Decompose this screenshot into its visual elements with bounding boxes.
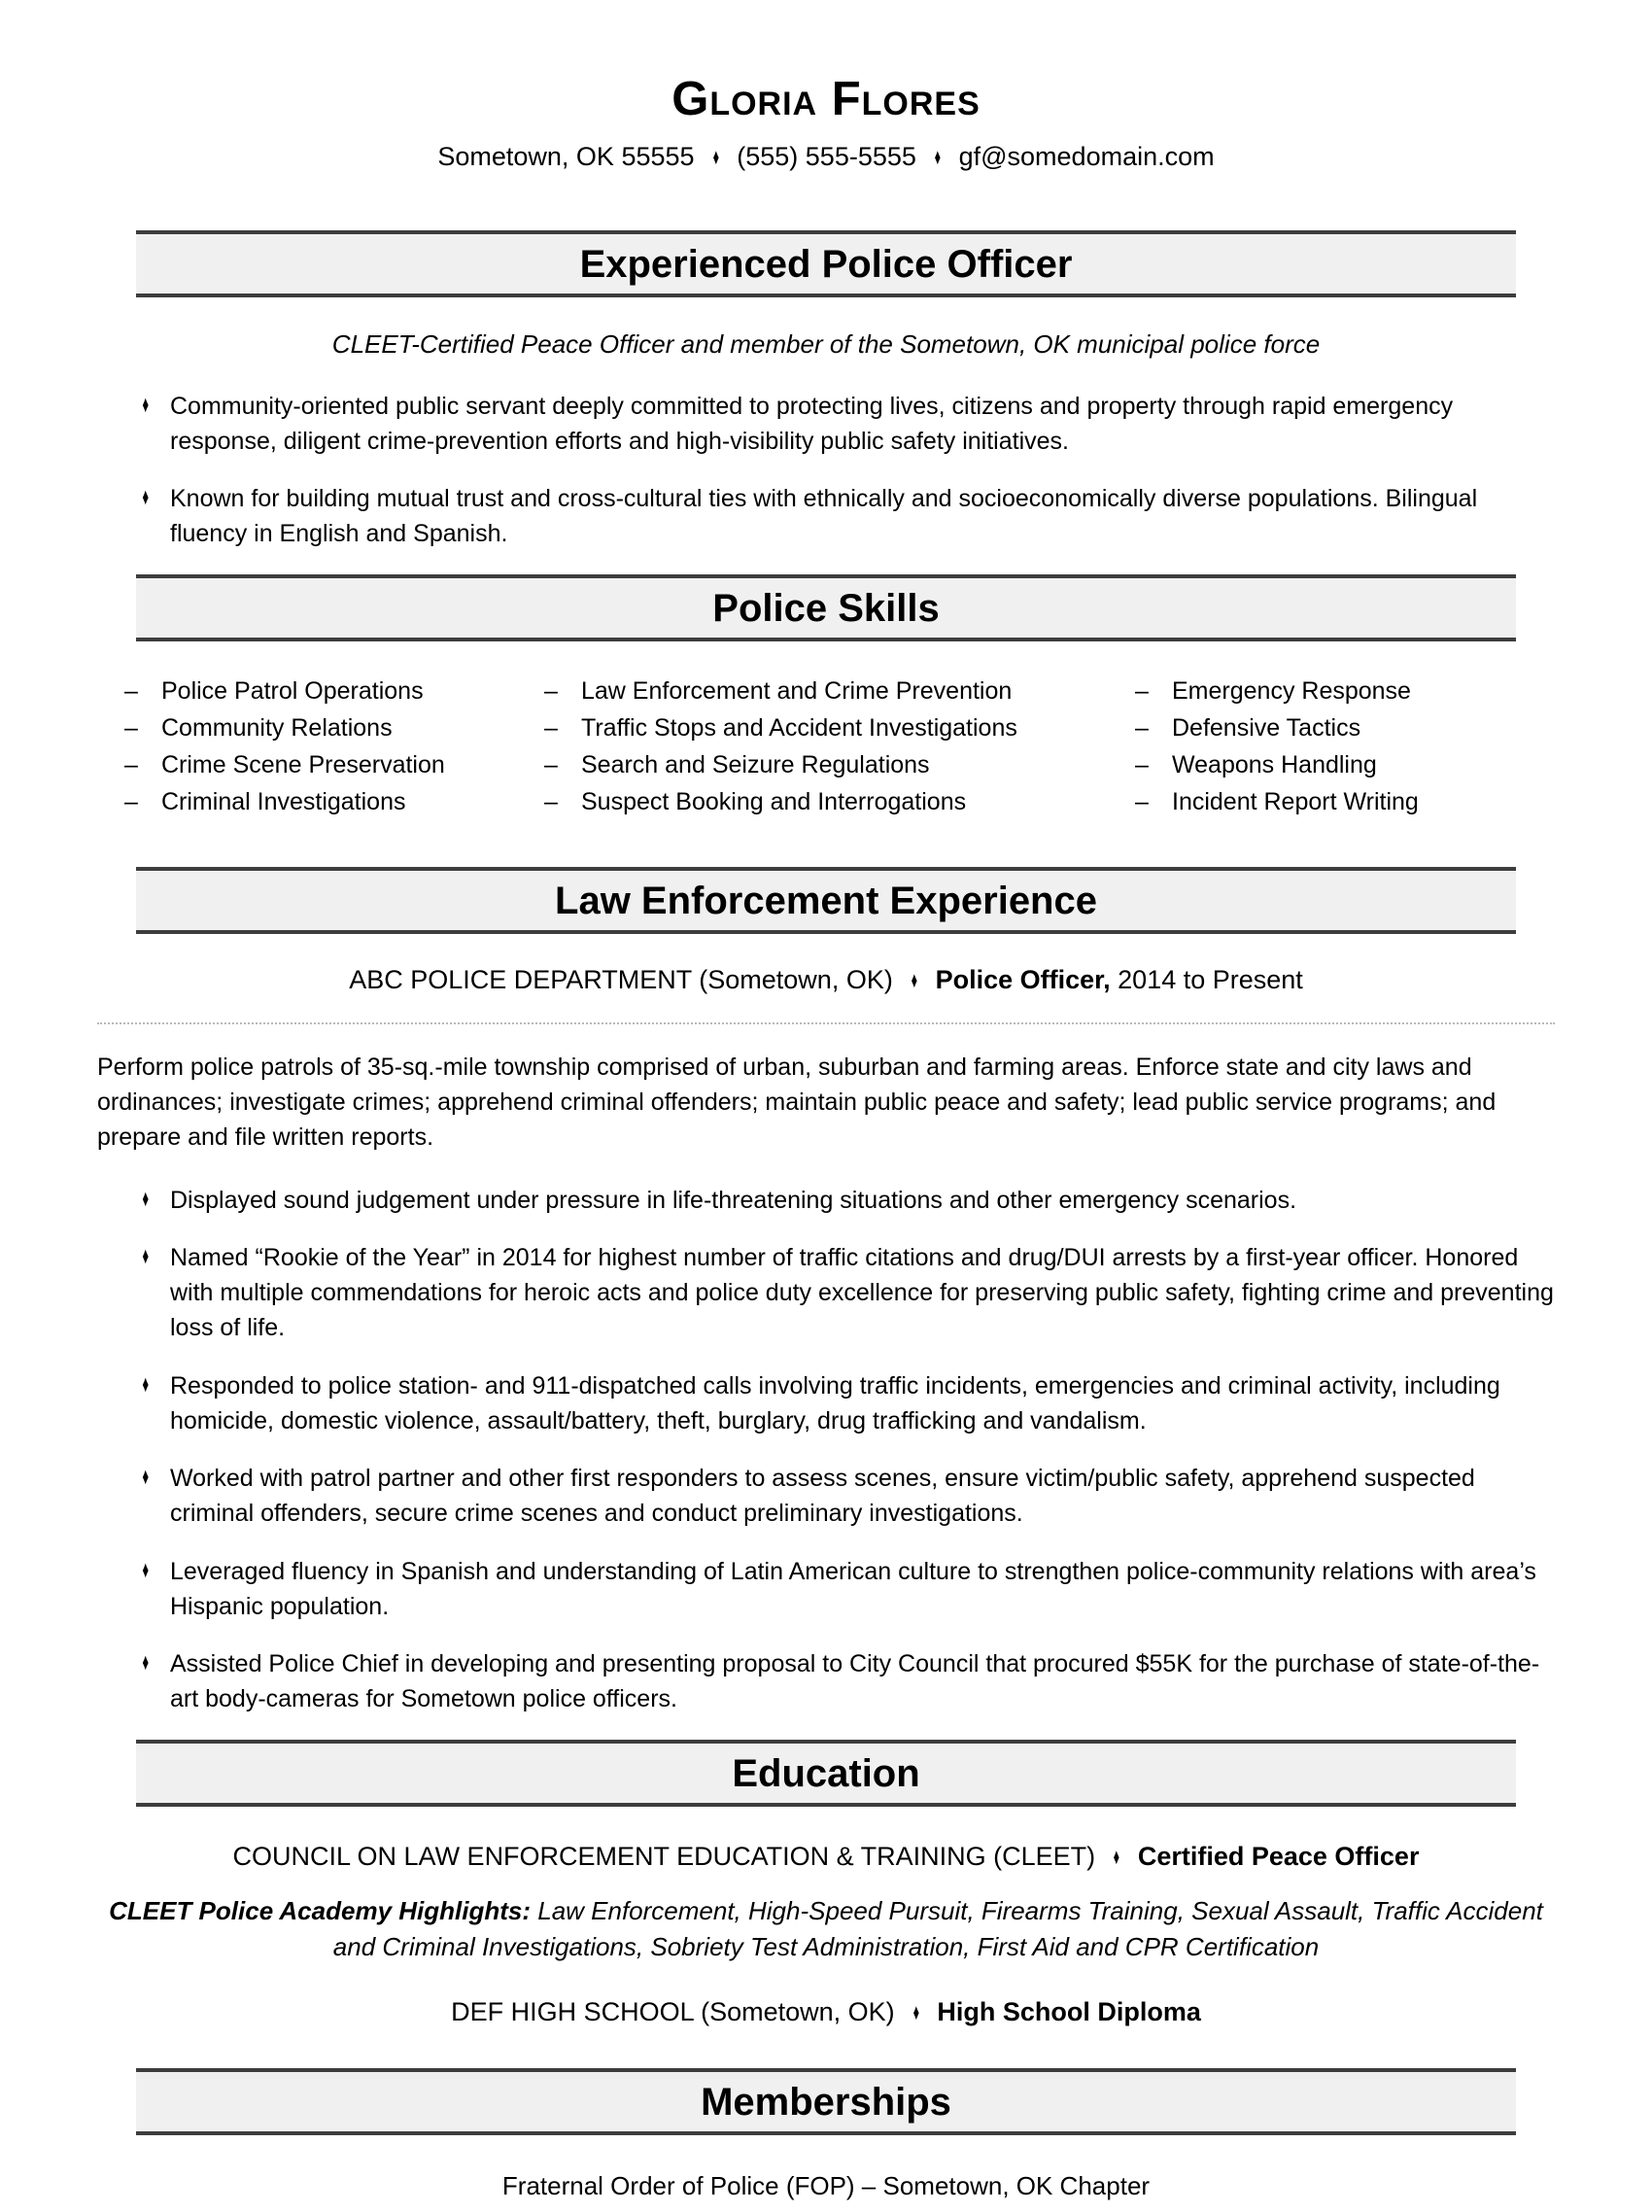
skill-item xyxy=(1135,676,1555,706)
dotted-divider xyxy=(97,1022,1555,1024)
diamond-bullet-icon: ♦ xyxy=(142,1370,150,1398)
skills-columns xyxy=(124,676,1555,824)
employer-name: ABC POLICE DEPARTMENT (Sometown, OK) xyxy=(349,964,893,994)
resume-page xyxy=(0,74,1652,2212)
education-highlights xyxy=(97,1893,1555,1966)
experience-bullet-text: Assisted Police Chief in developing and presenting proposal to City Council that procured $55K for the purchase of state-of-the-art body-cameras for Sometown police officers. xyxy=(170,1650,1540,1713)
skill-label: Police Patrol Operations xyxy=(161,676,424,705)
section-title: Law Enforcement Experience xyxy=(555,879,1097,922)
skill-item xyxy=(544,750,1135,779)
summary-bullet-text: Community-oriented public servant deeply committed to protecting lives, citizens and property through rapid emergency response, diligent crime-prevention efforts and high-visibility public safety initiatives. xyxy=(170,392,1454,455)
diamond-bullet-icon: ♦ xyxy=(142,391,150,418)
dash-bullet-icon: – xyxy=(1135,676,1149,705)
experience-bullet-text: Worked with patrol partner and other first responders to assess scenes, ensure victim/public safety, apprehend suspected criminal offenders, secure crime scenes and conduct preliminary investigations. xyxy=(170,1465,1475,1528)
dash-bullet-icon: – xyxy=(124,787,138,815)
job-dates: 2014 to Present xyxy=(1118,964,1303,994)
job-summary: Perform police patrols of 35-sq.-mile township comprised of urban, suburban and farming areas. Enforce state and city laws and ordinances; investigate crimes; apprehend criminal offenders; maintain public peace and safety; lead public service programs; and prepare and file written reports. xyxy=(97,1053,1497,1152)
diamond-bullet-icon: ♦ xyxy=(142,1242,150,1269)
contact-email: gf@somedomain.com xyxy=(958,141,1215,171)
skill-item xyxy=(1135,750,1555,779)
skill-label: Traffic Stops and Accident Investigations xyxy=(581,713,1017,742)
skill-item xyxy=(124,676,544,706)
membership-item: Fraternal Order of Police (FOP) – Sometown, OK Chapter xyxy=(501,2171,1151,2201)
section-header-skills xyxy=(136,574,1516,641)
education-institution: COUNCIL ON LAW ENFORCEMENT EDUCATION & TRAINING (CLEET) xyxy=(232,1841,1096,1871)
diamond-separator-icon: ♦ xyxy=(911,966,917,992)
skill-label: Search and Seizure Regulations xyxy=(581,750,930,778)
education-credential: High School Diploma xyxy=(937,1997,1201,2027)
skill-label: Defensive Tactics xyxy=(1172,713,1361,742)
skill-label: Law Enforcement and Crime Prevention xyxy=(581,676,1013,705)
dash-bullet-icon: – xyxy=(124,676,138,705)
highlights-text: Law Enforcement, High-Speed Pursuit, Firearms Training, Sexual Assault, Traffic Accident and Criminal Investigations, Sobriety Test Administration, First Aid and CPR Certification xyxy=(332,1895,1543,1962)
section-title: Police Skills xyxy=(712,586,940,630)
diamond-separator-icon: ♦ xyxy=(712,143,719,169)
dash-bullet-icon: – xyxy=(544,676,558,705)
contact-phone: (555) 555-5555 xyxy=(737,141,916,171)
contact-line xyxy=(97,138,1555,176)
experience-bullet-text: Named “Rookie of the Year” in 2014 for highest number of traffic citations and drug/DUI arrests by a first-year officer. Honored with multiple commendations for heroic acts and police duty excellence for preserving public safety, fighting crime and preventing loss of life. xyxy=(170,1243,1554,1342)
skill-label: Suspect Booking and Interrogations xyxy=(581,787,967,815)
experience-bullet-text: Leveraged fluency in Spanish and understanding of Latin American culture to strengthen police-community relations with area’s Hispanic population. xyxy=(170,1557,1536,1620)
section-header-education xyxy=(136,1740,1516,1807)
candidate-name: Gloria Flores xyxy=(671,73,981,125)
diamond-separator-icon: ♦ xyxy=(1113,1843,1120,1869)
experience-bullet xyxy=(134,1368,1555,1439)
education-entry-highschool xyxy=(97,1993,1555,2031)
skill-item xyxy=(124,787,544,816)
section-header-experience xyxy=(136,867,1516,934)
section-title: Memberships xyxy=(701,2081,951,2125)
skill-label: Incident Report Writing xyxy=(1172,787,1419,815)
summary-bullet xyxy=(134,481,1555,552)
skill-label: Emergency Response xyxy=(1172,676,1411,705)
diamond-bullet-icon: ♦ xyxy=(142,1649,150,1676)
dash-bullet-icon: – xyxy=(544,787,558,815)
experience-bullet xyxy=(134,1461,1555,1532)
skill-item xyxy=(544,676,1135,706)
summary-bullet xyxy=(134,389,1555,460)
dash-bullet-icon: – xyxy=(124,750,138,778)
diamond-separator-icon: ♦ xyxy=(912,1999,919,2025)
diamond-bullet-icon: ♦ xyxy=(142,484,150,511)
skill-label: Criminal Investigations xyxy=(161,787,406,815)
skill-item xyxy=(124,750,544,779)
dash-bullet-icon: – xyxy=(1135,713,1149,742)
skill-label: Crime Scene Preservation xyxy=(161,750,445,778)
skills-column-3 xyxy=(1135,676,1555,824)
dash-bullet-icon: – xyxy=(1135,750,1149,778)
dash-bullet-icon: – xyxy=(544,750,558,778)
experience-bullet-text: Responded to police station- and 911-dispatched calls involving traffic incidents, emergencies and criminal activity, including homicide, domestic violence, assault/battery, theft, burglary, drug trafficking and vandalism. xyxy=(170,1371,1500,1434)
education-institution: DEF HIGH SCHOOL (Sometown, OK) xyxy=(451,1997,895,2027)
experience-bullet xyxy=(134,1240,1555,1346)
section-title: Experienced Police Officer xyxy=(579,243,1073,287)
experience-bullet xyxy=(134,1554,1555,1625)
diamond-separator-icon: ♦ xyxy=(934,143,941,169)
skill-label: Community Relations xyxy=(161,713,393,742)
highlights-label: CLEET Police Academy Highlights: xyxy=(109,1895,531,1925)
skill-item xyxy=(1135,787,1555,816)
skill-item xyxy=(1135,713,1555,743)
summary-bullet-text: Known for building mutual trust and cross-cultural ties with ethnically and socioeconomically diverse populations. Bilingual fluency in English and Spanish. xyxy=(170,485,1478,548)
skill-item xyxy=(544,713,1135,743)
section-header-memberships xyxy=(136,2068,1516,2135)
dash-bullet-icon: – xyxy=(1135,787,1149,815)
experience-bullet-text: Displayed sound judgement under pressure in life-threatening situations and other emergency scenarios. xyxy=(170,1186,1297,1214)
diamond-bullet-icon: ♦ xyxy=(142,1185,150,1212)
diamond-bullet-icon: ♦ xyxy=(142,1464,150,1491)
dash-bullet-icon: – xyxy=(544,713,558,742)
skill-item xyxy=(544,787,1135,816)
summary-tagline: CLEET-Certified Peace Officer and member of the Sometown, OK municipal police force xyxy=(331,329,1321,360)
skills-column-2 xyxy=(544,676,1135,824)
experience-bullet xyxy=(134,1183,1555,1218)
contact-location: Sometown, OK 55555 xyxy=(437,141,695,171)
employer-line xyxy=(97,961,1555,999)
dash-bullet-icon: – xyxy=(124,713,138,742)
experience-bullet xyxy=(134,1646,1555,1717)
education-credential: Certified Peace Officer xyxy=(1137,1841,1420,1871)
skill-item xyxy=(124,713,544,743)
section-title: Education xyxy=(732,1751,920,1795)
education-entry-cleet xyxy=(97,1838,1555,1876)
section-header-summary xyxy=(136,230,1516,297)
skills-column-1 xyxy=(124,676,544,824)
diamond-bullet-icon: ♦ xyxy=(142,1556,150,1583)
skill-label: Weapons Handling xyxy=(1172,750,1377,778)
job-title: Police Officer, xyxy=(935,964,1111,994)
